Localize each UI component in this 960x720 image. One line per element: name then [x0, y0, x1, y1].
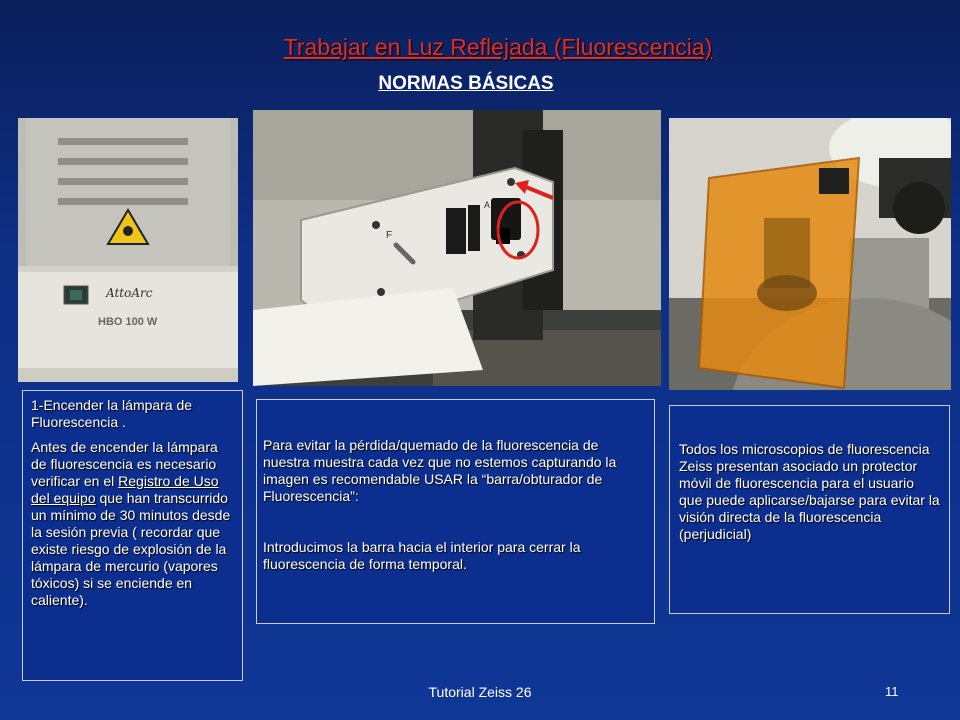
slide-title: Trabajar en Luz Reflejada (Fluorescencia) — [283, 34, 713, 60]
slide-subtitle: NORMAS BÁSICAS — [378, 73, 554, 94]
shutter-instructions-p1: Para evitar la pérdida/quemado de la fluorescencia de nuestra muestra cada vez que no estemos capturando la imagen es recomendable USAR la “barra/obturador de Fluorescencia”: — [263, 437, 617, 504]
shutter-instructions-box — [256, 399, 655, 624]
lamp-instructions-body — [31, 439, 234, 609]
shutter-bar-photo — [253, 110, 661, 386]
page-number: 11 — [885, 684, 899, 699]
protector-instructions-box — [669, 405, 950, 614]
lamp-instructions-heading: 1-Encender la lámpara de Fluorescencia . — [31, 397, 193, 430]
lamp-body-text-1: Antes de encender la lámpara de fluorescencia es necesario verificar en el — [31, 439, 218, 489]
lamp-brand-label: AttoArc — [106, 286, 153, 300]
shutter-instructions-p2: Introducimos la barra hacia el interior para cerrar la fluorescencia de forma temporal. — [263, 539, 581, 572]
lamp-instructions-box — [22, 390, 243, 681]
lamp-power-supply-photo — [18, 118, 238, 382]
lamp-model-label: HBO 100 W — [98, 316, 158, 328]
shutter-label-a: A — [484, 200, 491, 210]
footer-text: Tutorial Zeiss 26 — [428, 684, 532, 700]
fluorescence-protector-photo — [669, 118, 951, 390]
usage-register-reference: Registro de Uso del equipo — [31, 473, 219, 506]
shutter-label-f: F — [386, 230, 393, 241]
lamp-body-text-2: que han transcurrido un mínimo de 30 minutos desde la sesión previa ( recordar que existe riesgo de explosión de la lámpara de mercurio (vapores tóxicos) si se enciende en caliente). — [31, 490, 231, 608]
protector-instructions-text: Todos los microscopios de fluorescencia Zeiss presentan asociado un protector móvil de fluorescencia para el usuario que puede aplicarse/bajarse para evitar la visión directa de la fluorescencia (perjudicial) — [679, 441, 940, 542]
